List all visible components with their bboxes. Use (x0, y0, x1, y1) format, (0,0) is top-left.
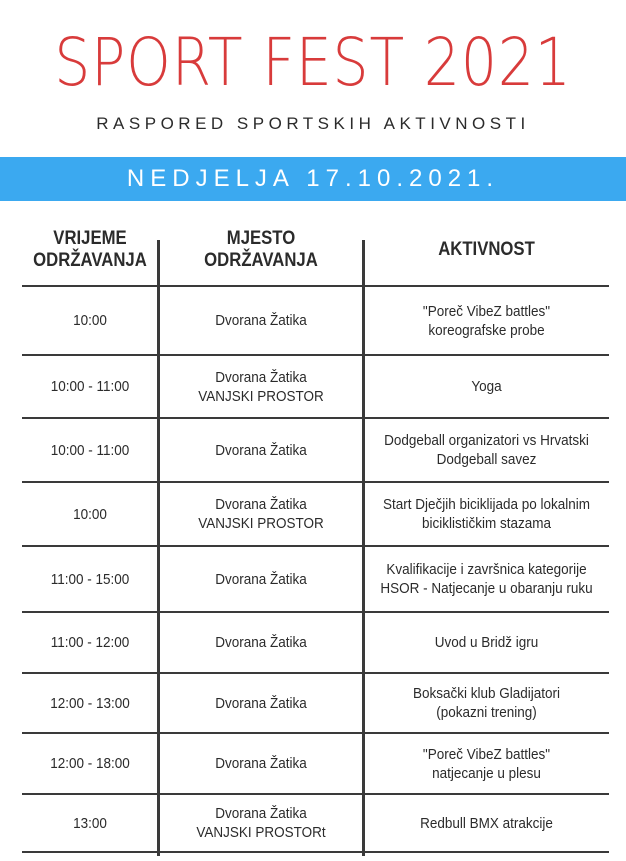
activity-text: "Poreč VibeZ battles" (422, 745, 551, 763)
place-text: Dvorana Žatika (215, 694, 307, 712)
place-text: Dvorana Žatika (215, 312, 307, 329)
place-text: Dvorana Žatika (215, 368, 307, 386)
time-text: 10:00 (73, 505, 107, 523)
activity-text: Boksački klub Gladijatori (412, 685, 561, 702)
activity-cell (376, 612, 597, 673)
time-cell (29, 355, 151, 418)
place-cell (168, 612, 353, 673)
column-header-place (170, 214, 351, 286)
activity-cell (376, 286, 597, 355)
place-cell (168, 418, 353, 482)
table-header (22, 214, 609, 286)
time-cell (29, 546, 151, 612)
column-header-time-line2: ODRŽAVANJA (33, 250, 147, 271)
activity-text: (pokazni trening) (436, 704, 537, 721)
time-cell (29, 418, 151, 482)
time-text: 10:00 (73, 312, 107, 329)
activity-text: biciklističkim stazama (421, 515, 552, 532)
place-cell (168, 794, 353, 852)
place-cell (168, 286, 353, 355)
place-text: Dvorana Žatika (215, 496, 307, 513)
table-row (22, 612, 609, 673)
table-row (22, 794, 609, 852)
place-cell (168, 355, 353, 418)
time-cell (29, 733, 151, 794)
time-cell (29, 673, 151, 733)
column-header-time-line1: VRIJEME (53, 228, 127, 249)
place-text: VANJSKI PROSTOR (198, 387, 324, 405)
activity-text: koreografske probe (428, 321, 545, 339)
activity-text: Uvod u Bridž igru (434, 634, 539, 651)
table-row (22, 733, 609, 794)
time-text: 13:00 (73, 814, 107, 832)
place-text: VANJSKI PROSTOR (198, 515, 324, 532)
activity-text: "Poreč VibeZ battles" (422, 302, 551, 320)
activity-text: Start Dječjih biciklijada po lokalnim (382, 496, 591, 513)
time-text: 12:00 - 13:00 (50, 694, 130, 712)
place-text: Dvorana Žatika (215, 570, 307, 588)
activity-cell (376, 546, 597, 612)
activity-cell (376, 733, 597, 794)
table-row (22, 418, 609, 482)
table-row (22, 355, 609, 418)
time-text: 12:00 - 18:00 (50, 755, 130, 772)
table-row (22, 482, 609, 546)
place-text: VANJSKI PROSTORt (196, 824, 326, 841)
date-banner: NEDJELJA 17.10.2021. (0, 157, 626, 201)
place-cell (168, 482, 353, 546)
activity-text: Kvalifikacije i završnica kategorije (386, 561, 587, 578)
activity-text: Dodgeball organizatori vs Hrvatski (384, 432, 589, 449)
place-cell (168, 546, 353, 612)
place-text: Dvorana Žatika (215, 755, 307, 772)
activity-cell (376, 794, 597, 852)
activity-text: natjecanje u plesu (432, 764, 541, 782)
table-row (22, 286, 609, 355)
page-title: SPORT FEST 2021 (54, 24, 572, 101)
time-text: 10:00 - 11:00 (50, 441, 130, 459)
table-row (22, 673, 609, 733)
column-header-activity-line1: AKTIVNOST (438, 239, 535, 260)
column-header-place-line1: MJESTO (226, 228, 296, 249)
column-header-time (30, 214, 150, 286)
activity-text: HSOR - Natjecanje u obaranju ruku (380, 580, 593, 597)
activity-text: Dodgeball savez (436, 451, 537, 468)
time-cell (29, 794, 151, 852)
column-header-activity (379, 214, 595, 286)
time-text: 10:00 - 11:00 (50, 378, 130, 395)
activity-cell (376, 482, 597, 546)
activity-text: Yoga (471, 378, 502, 395)
time-cell (29, 482, 151, 546)
activity-cell (376, 418, 597, 482)
activity-cell (376, 355, 597, 418)
time-cell (29, 612, 151, 673)
place-text: Dvorana Žatika (215, 805, 307, 822)
place-text: Dvorana Žatika (215, 634, 307, 651)
activity-cell (376, 673, 597, 733)
place-text: Dvorana Žatika (215, 441, 307, 459)
activity-text: Redbull BMX atrakcije (420, 814, 553, 832)
column-header-place-line2: ODRŽAVANJA (204, 250, 318, 271)
time-cell (29, 286, 151, 355)
page-subtitle: RASPORED SPORTSKIH AKTIVNOSTI (96, 114, 530, 133)
place-cell (168, 733, 353, 794)
time-text: 11:00 - 12:00 (50, 634, 130, 651)
table-row (22, 546, 609, 612)
place-cell (168, 673, 353, 733)
time-text: 11:00 - 15:00 (50, 570, 130, 588)
